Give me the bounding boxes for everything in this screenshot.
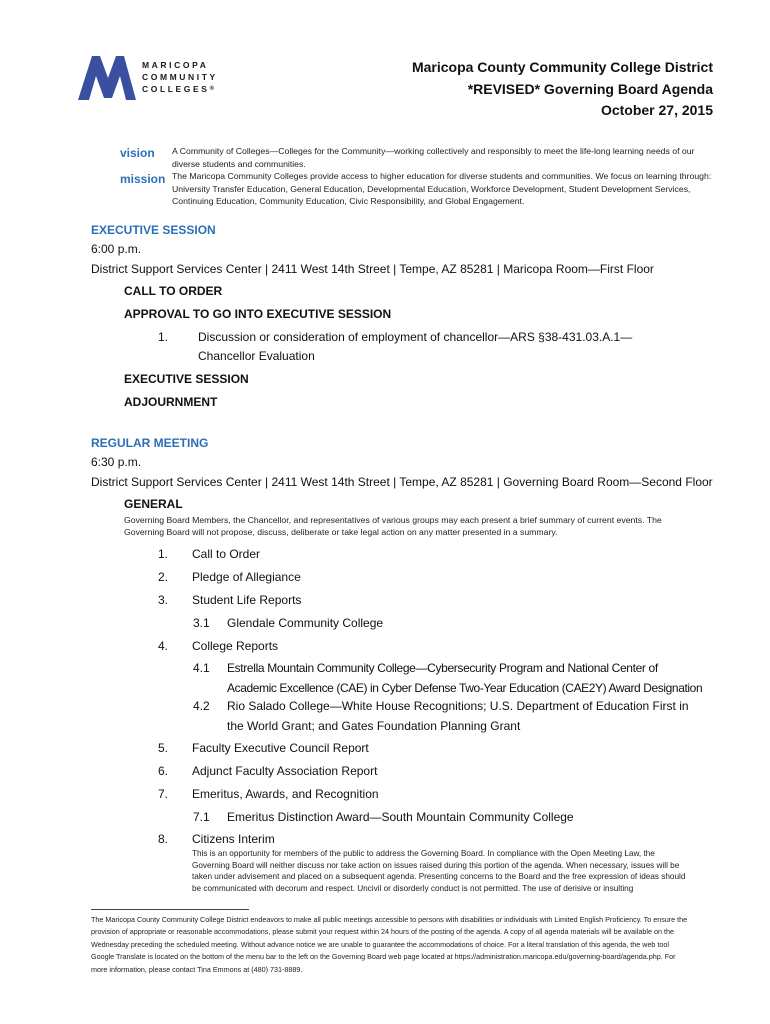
item-number: 7. xyxy=(158,787,169,801)
mcc-logo-mark-icon xyxy=(78,54,136,100)
call-to-order-heading: CALL TO ORDER xyxy=(124,284,223,298)
subitem-estrella-line1: Estrella Mountain Community College—Cybersecurity Program and National Center of xyxy=(227,661,658,675)
mission-text: The Maricopa Community Colleges provide access to higher education for diverse students and communities. We focus on learning through: University Transfer Education, General Education, Developmental Education, Workforce Development, Student Development Services, Continuing Education, Community Education, Civic Responsibility, and Global Engagement. xyxy=(172,171,712,207)
subitem-estrella-line2: Academic Excellence (CAE) in Cyber Defense Two-Year Education (CAE2Y) Award Designation xyxy=(227,681,703,695)
footnote-divider xyxy=(91,909,249,910)
item-number: 1. xyxy=(158,547,169,561)
regular-location: District Support Services Center | 2411 West 14th Street | Tempe, AZ 85281 | Governing Board Room—Second Floor xyxy=(91,475,713,489)
subitem-number: 3.1 xyxy=(193,616,210,630)
exec-item-number: 1. xyxy=(158,330,169,344)
subitem-number: 4.2 xyxy=(193,699,210,713)
item-number: 6. xyxy=(158,764,169,778)
item-college-reports: College Reports xyxy=(192,639,279,653)
agenda-date: October 27, 2015 xyxy=(600,102,713,118)
general-heading: GENERAL xyxy=(124,497,183,511)
item-call-to-order: Call to Order xyxy=(192,547,261,561)
mission-label: mission xyxy=(120,172,166,186)
subitem-rio-salado-line2: the World Grant; and Gates Foundation Planning Grant xyxy=(227,719,521,733)
item-citizens-interim: Citizens Interim xyxy=(192,832,275,846)
agenda-header xyxy=(412,57,713,122)
district-name: Maricopa County Community College District xyxy=(411,59,713,75)
regular-time: 6:30 p.m. xyxy=(91,455,142,469)
item-pledge: Pledge of Allegiance xyxy=(192,570,301,584)
executive-location: District Support Services Center | 2411 West 14th Street | Tempe, AZ 85281 | Maricopa Room—First Floor xyxy=(91,262,654,276)
item-number: 3. xyxy=(158,593,169,607)
item-faculty-council: Faculty Executive Council Report xyxy=(192,741,369,755)
item-number: 2. xyxy=(158,570,169,584)
item-number: 8. xyxy=(158,832,169,846)
executive-session-subheading: EXECUTIVE SESSION xyxy=(124,372,249,386)
logo-wordmark: MARICOPA COMMUNITY COLLEGES® xyxy=(142,60,218,94)
vision-text: A Community of Colleges—Colleges for the Community—working collectively and responsibly to meet the life-long learning needs of our diverse students and communities. xyxy=(172,146,695,169)
subitem-glendale: Glendale Community College xyxy=(227,616,384,630)
general-text: Governing Board Members, the Chancellor, and representatives of various groups may each present a brief summary of current events. The Governing Board will not propose, discuss, deliberate or take legal action on any matter presented in a summary. xyxy=(124,515,662,537)
exec-item-line2: Chancellor Evaluation xyxy=(198,349,315,363)
subitem-rio-salado-line1: Rio Salado College—White House Recognitions; U.S. Department of Education First in xyxy=(227,699,689,713)
item-adjunct-faculty: Adjunct Faculty Association Report xyxy=(192,764,378,778)
adjournment-heading: ADJOURNMENT xyxy=(124,395,218,409)
exec-item-line1: Discussion or consideration of employment of chancellor—ARS §38-431.03.A.1— xyxy=(198,330,633,344)
item-number: 4. xyxy=(158,639,169,653)
vision-label: vision xyxy=(120,146,155,160)
accessibility-footnote: The Maricopa County Community College District endeavors to make all public meetings accessible to persons with disabilities or individuals with Limited English Proficiency. To ensure the provision of appropriate or reasonable accommodations, please submit your request within 24 hours of the posting of the agenda. A copy of all agenda materials will be available on the Wednesday preceding the scheduled meeting. Without advance notice we are unable to guarantee the accommodations of choice. For a literal translation of this agenda, the web tool Google Translate is located on the bottom of the menu bar to the left on the Governing Board web page located at https://administration.maricopa.edu/governing-board/agenda.php. For more information, please contact Tina Emmons at (480) 731-8889. xyxy=(91,915,688,974)
subitem-number: 7.1 xyxy=(193,810,210,824)
citizens-interim-text: This is an opportunity for members of the public to address the Governing Board. In compliance with the Open Meeting Law, the Governing Board will neither discuss nor take action on issues raised during this portion of the agenda. When necessary, issues will be taken under advisement and placed on a subsequent agenda. Presenting concerns to the Board and the free expression of ideas should be communicated with decorum and respect. Uncivil or disorderly conduct is not permitted. The use of derisive or insulting xyxy=(192,849,686,893)
district-logo xyxy=(78,54,258,104)
item-number: 5. xyxy=(158,741,169,755)
regular-meeting-heading: REGULAR MEETING xyxy=(91,436,209,450)
executive-time: 6:00 p.m. xyxy=(91,242,142,256)
executive-session-heading: EXECUTIVE SESSION xyxy=(91,223,216,237)
approval-heading: APPROVAL TO GO INTO EXECUTIVE SESSION xyxy=(124,307,392,321)
agenda-title: *REVISED* Governing Board Agenda xyxy=(467,80,713,97)
item-student-life: Student Life Reports xyxy=(192,593,302,607)
subitem-emeritus-award: Emeritus Distinction Award—South Mountain Community College xyxy=(227,810,574,824)
item-emeritus: Emeritus, Awards, and Recognition xyxy=(192,787,379,801)
subitem-number: 4.1 xyxy=(193,661,210,675)
